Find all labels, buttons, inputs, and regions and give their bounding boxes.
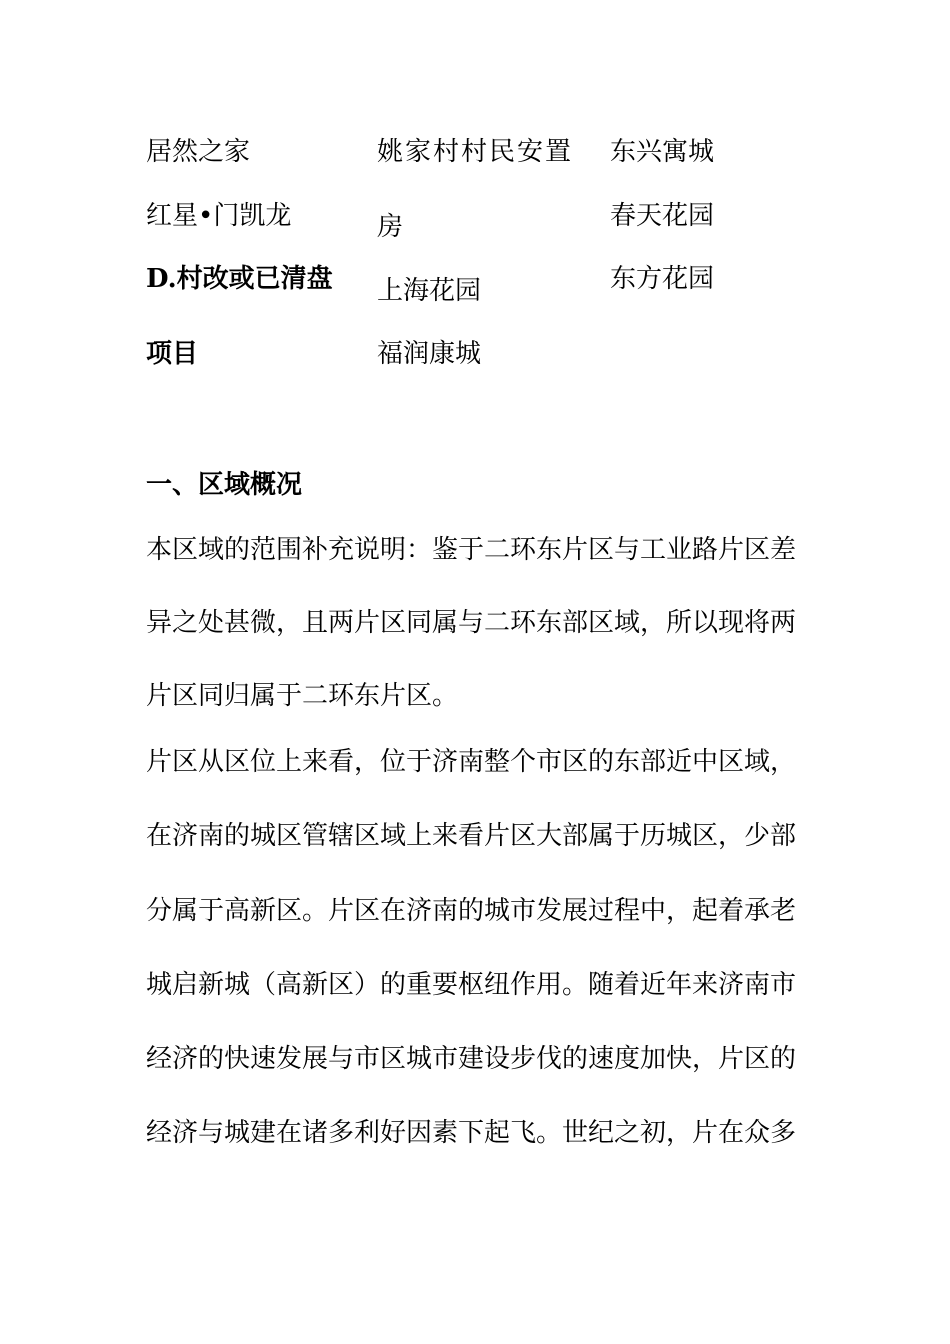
paragraph-line: 分属于高新区。片区在济南的城市发展过程中，起着承老 — [146, 896, 797, 926]
col1-item-2: 红星•门凯龙 — [146, 201, 292, 231]
paragraph-line: 在济南的城区管辖区域上来看片区大部属于历城区，少部 — [146, 821, 797, 851]
paragraph-line: 城启新城（高新区）的重要枢纽作用。随着近年来济南市 — [146, 970, 797, 1000]
col3-item-2: 春天花园 — [610, 201, 715, 231]
paragraph-line: 本区域的范围补充说明：鉴于二环东片区与工业路片区差 — [146, 535, 797, 565]
col2-item-2: 房 — [377, 212, 404, 242]
paragraph-line: 片区从区位上来看，位于济南整个市区的东部近中区域， — [146, 747, 797, 777]
paragraph-line: 片区同归属于二环东片区。 — [146, 681, 459, 711]
col1-item-4: 项目 — [146, 339, 199, 369]
col3-item-3: 东方花园 — [610, 264, 715, 294]
col3-item-1: 东兴寓城 — [610, 137, 715, 167]
paragraph-line: 异之处甚微，且两片区同属与二环东部区域，所以现将两 — [146, 608, 797, 638]
col1-item-3: D.村改或已清盘 — [146, 264, 333, 294]
col2-item-1: 姚家村村民安置 — [377, 137, 574, 167]
col2-item-4: 福润康城 — [377, 339, 482, 369]
paragraph-line: 经济与城建在诸多利好因素下起飞。世纪之初，片在众多 — [146, 1118, 797, 1148]
col2-item-3: 上海花园 — [377, 276, 482, 306]
section-heading: 一、区域概况 — [146, 470, 303, 500]
paragraph-line: 经济的快速发展与市区城市建设步伐的速度加快，片区的 — [146, 1044, 797, 1074]
col1-item-1: 居然之家 — [146, 137, 251, 167]
